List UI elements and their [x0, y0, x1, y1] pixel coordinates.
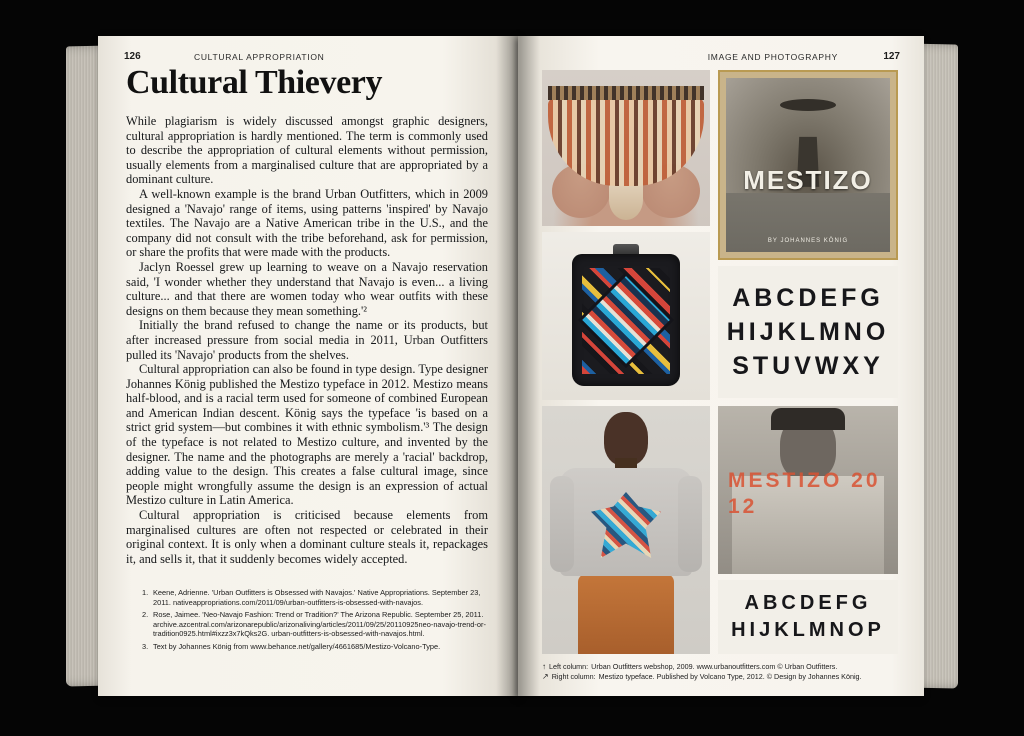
paragraph: While plagiarism is widely discussed amongst graphic designers, cultural appropriation is hardly mentioned. The term is commonly used to describe the appropriation of cultural elements without permission, usually elements from a marginalised culture that are appropriated by a dominant culture. — [126, 114, 488, 187]
footnote-text: Text by Johannes König from www.behance.net/gallery/4661685/Mestizo-Volcano-Type. — [153, 641, 441, 651]
footnote-number: 1. — [142, 588, 149, 597]
right-page — [518, 36, 924, 696]
mestizo-portrait-photo — [718, 406, 898, 574]
model-arm-left — [550, 476, 574, 572]
specimen-row: HIJKLMNO — [726, 318, 890, 346]
caption-text: Urban Outfitters webshop, 2009. www.urbanoutfitters.com © Urban Outfitters. — [591, 662, 838, 671]
paragraph: Jaclyn Roessel grew up learning to weave on a Navajo reservation said, 'I wonder whether they understand that Navajo is even... a living culture... and that there are women today who wear outfits with these designs on them because they mean something.'² — [126, 259, 488, 318]
caption-arrow-icon: ↑ — [542, 662, 546, 671]
specimen-row: ABCDEFG — [732, 284, 884, 312]
left-page — [98, 36, 518, 696]
open-book — [66, 36, 958, 700]
footnote-text: Keene, Adrienne. 'Urban Outfitters is Obsessed with Navajos.' Native Appropriations. September 23, 2011. nativeappropriations.com/2011/09/urban-outfitters-is-obsessed-with-navajos. — [153, 588, 481, 607]
caption-label: Right column: — [551, 671, 596, 681]
left-running-head: CULTURAL APPROPRIATION — [194, 52, 325, 62]
glyph-row: ABCDEFG — [744, 592, 872, 614]
article-body — [126, 114, 488, 566]
portrait-lettering-overlay: MESTIZO 2012 — [728, 469, 881, 518]
paragraph: A well-known example is the brand Urban Outfitters, which in 2009 designed a 'Navajo' range of items, using patterns 'inspired' by Navajo textiles. The Navajo are a Native American tribe in the U.S., and the company did not consult with the tribe beforehand, ask for permission, or share the profits that were made with the products. — [126, 186, 488, 260]
left-folio: 126 — [124, 51, 141, 62]
urban-outfitters-flask-photo — [542, 232, 710, 400]
caption-text: Mestizo typeface. Published by Volcano Type, 2012. © Design by Johannes König. — [598, 671, 862, 681]
poster-title: MESTIZO — [743, 165, 873, 195]
image-captions — [542, 662, 902, 681]
footnote-number: 3. — [142, 641, 149, 651]
page-title: Cultural Thievery — [126, 64, 383, 101]
model-trousers — [578, 574, 674, 654]
right-folio: 127 — [883, 51, 900, 62]
caption-arrow-icon: ↗ — [542, 671, 549, 681]
model-arm-right — [678, 476, 702, 572]
footnote-number: 2. — [142, 610, 149, 619]
mestizo-alphabet-specimen — [718, 266, 898, 398]
urban-outfitters-sweatshirt-photo — [542, 406, 710, 654]
footnote-item — [142, 642, 488, 652]
caption-label: Left column: — [549, 662, 589, 671]
paragraph: Initially the brand refused to change the name or its products, but after increased pressure from social media in 2011, Urban Outfitters pulled its 'Navajo' products from the shelves. — [126, 318, 488, 362]
caption-line — [542, 662, 902, 672]
paragraph: Cultural appropriation is criticised because elements from marginalised cultures are often not respected or celebrated in their original context. It is only when a dominant culture steals it, repackages it, and sells it, that it suddenly becomes widely accepted. — [126, 508, 488, 566]
glyph-row: HIJKLMNOP — [731, 619, 885, 641]
poster-figure-hat — [780, 99, 836, 111]
specimen-row: STUVWXY — [732, 352, 884, 380]
mestizo-poster-photo — [718, 70, 898, 260]
poster-subtitle: BY JOHANNES KÖNIG — [767, 238, 849, 244]
flask-body — [572, 254, 680, 386]
right-running-head: IMAGE AND PHOTOGRAPHY — [707, 52, 838, 62]
footnote-item — [142, 610, 488, 639]
underwear-gusset — [609, 180, 643, 220]
portrait-hat — [771, 408, 845, 430]
poster-inner — [726, 78, 890, 252]
footnotes — [142, 588, 488, 654]
urban-outfitters-underwear-photo — [542, 70, 710, 226]
footnote-text: Rose, Jaimee. 'Neo-Navajo Fashion: Trend or Tradition?' The Arizona Republic. September 25, 2011. archive.azcentral.com/arizonarepublic/arizonaliving/articles/2011/09/25/20110925neo-navajo-trend-or-tradition0925.html#ixzz3x7kQks2G. urban-outfitters-is-obsessed-with-navajos.html. — [153, 610, 486, 638]
caption-line — [542, 672, 902, 682]
mestizo-glyph-specimen — [718, 580, 898, 654]
footnote-item — [142, 588, 488, 607]
paragraph: Cultural appropriation can also be found in type design. Type designer Johannes König published the Mestizo typeface in 2012. Mestizo means half-blood, and is a racial term used for someone of combined European and American Indian descent. König says the typeface 'is based on a strict grid system—but combines it with ethnic symbolism.'³ The design of the typeface is not related to Mestizo culture, and invented by the designer. The name and the photographs are merely a 'racial' backdrop, adding value to the design. This creates a false cultural image, since people might wrongfully assume the design is an expression of actual Mestizo culture in Latin America. — [126, 362, 488, 508]
